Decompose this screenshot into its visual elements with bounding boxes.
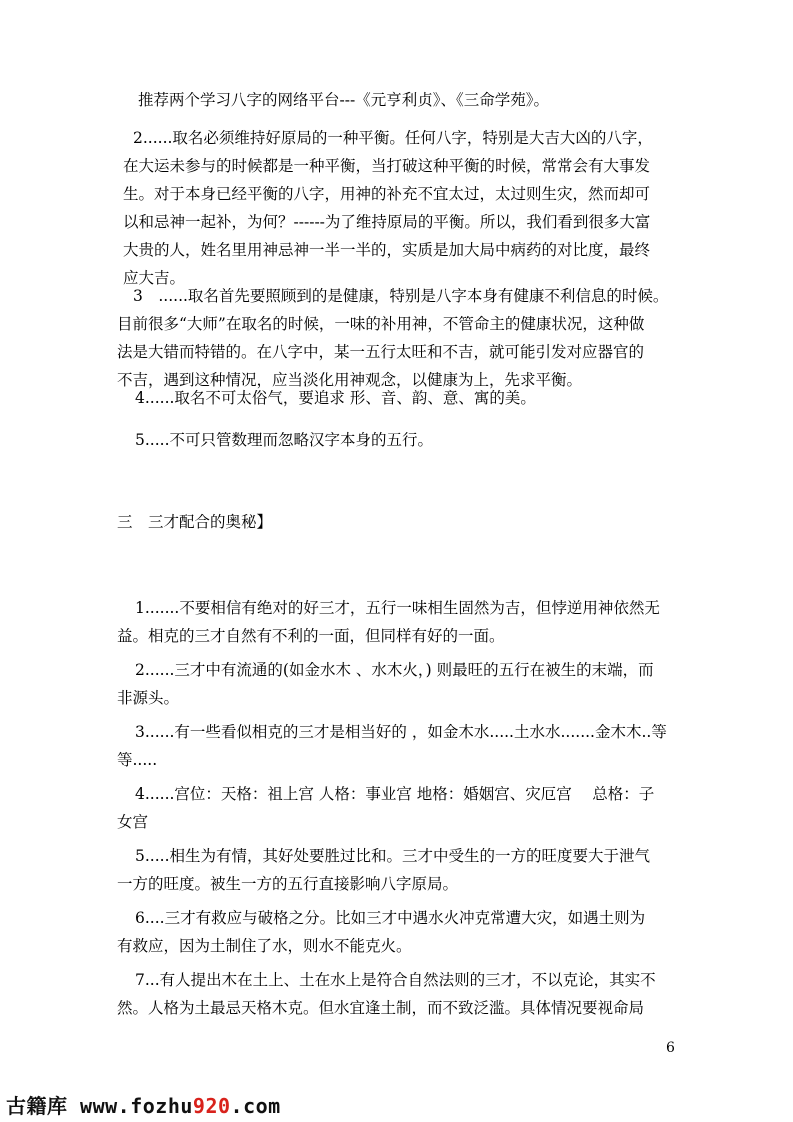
watermark-url-digits: 920 [192, 1094, 231, 1118]
text-line: 应大吉。 [123, 269, 186, 287]
text-line: 一方的旺度。被生一方的五行直接影响八字原局。 [117, 875, 459, 893]
text-line: 4......宫位：天格：祖上宫 人格：事业宫 地格：婚姻宫、灾厄宫 总格：子 [135, 785, 655, 803]
text-line: 3......有一些看似相克的三才是相当好的 ，如金木水.....土水水.......金木木..等 [135, 723, 667, 741]
naming-rule-2 [123, 124, 683, 292]
page-number: 6 [666, 1040, 675, 1056]
watermark-url-suffix: .com [230, 1094, 281, 1118]
intro-line: 推荐两个学习八字的网络平台---《元亨利贞》、《三命学苑》。 [138, 91, 549, 109]
section-heading: 三 三才配合的奥秘】 [117, 513, 273, 531]
text-line: 7...有人提出木在土上、土在水上是符合自然法则的三才，不以克论，其实不 [135, 971, 656, 989]
text-line: 女宫 [117, 813, 149, 831]
text-line: 法是大错而特错的。在八字中，某一五行太旺和不吉，就可能引发对应器官的 [117, 343, 645, 361]
site-watermark [6, 1090, 281, 1116]
watermark-url-prefix: www.fozhu [80, 1094, 193, 1118]
text-line: 4......取名不可太俗气，要追求 形、音、韵、意、寓的美。 [135, 389, 536, 407]
intro-paragraph [138, 86, 698, 114]
sancai-rule-2 [117, 656, 677, 712]
text-line: 然。人格为土最忌天格木克。但水宜逢土制，而不致泛滥。具体情况要视命局 [117, 999, 645, 1017]
text-line: 6....三才有救应与破格之分。比如三才中遇水火冲克常遭大灾，如遇土则为 [135, 909, 646, 927]
text-line: 等..... [117, 751, 158, 769]
text-line: 2......三才中有流通的(如金水木 、水木火，) 则最旺的五行在被生的末端，而 [135, 661, 654, 679]
text-line: 2......取名必须维持好原局的一种平衡。任何八字，特别是大吉大凶的八字， [133, 129, 653, 147]
text-line: 益。相克的三才自然有不利的一面，但同样有好的一面。 [117, 627, 505, 645]
text-line: 1.......不要相信有绝对的好三才，五行一味相生固然为吉，但悖逆用神依然无 [135, 599, 660, 617]
text-line: 5.....相生为有情，其好处要胜过比和。三才中受生的一方的旺度要大于泄气 [135, 847, 650, 865]
sancai-rule-3 [117, 718, 677, 774]
text-line: 有救应，因为土制住了水，则水不能克火。 [117, 937, 412, 955]
text-line: 生。对于本身已经平衡的八字，用神的补充不宜太过，太过则生灾，然而却可 [123, 185, 651, 203]
text-line: 非源头。 [117, 689, 180, 707]
sancai-rule-6 [117, 904, 677, 960]
text-line: 不吉，遇到这种情况，应当淡化用神观念，以健康为上，先求平衡。 [117, 371, 583, 389]
text-line: 目前很多“大师”在取名的时候，一味的补用神，不管命主的健康状况，这种做 [117, 315, 645, 333]
sancai-rule-7 [117, 966, 677, 1022]
naming-rule-3 [117, 282, 677, 394]
text-line: 大贵的人，姓名里用神忌神一半一半的，实质是加大局中病药的对比度，最终 [123, 241, 651, 259]
text-line: 5.....不可只管数理而忽略汉字本身的五行。 [135, 431, 433, 449]
sancai-rule-5 [117, 842, 677, 898]
text-line: 以和忌神一起补，为何？------为了维持原局的平衡。所以，我们看到很多大富 [123, 213, 651, 231]
text-line: 3 ......取名首先要照顾到的是健康，特别是八字本身有健康不利信息的时候。 [133, 287, 669, 305]
naming-rule-4 [117, 384, 677, 412]
sancai-rule-4 [117, 780, 677, 836]
watermark-site-name: 古籍库 [6, 1094, 68, 1118]
naming-rule-5 [117, 426, 677, 454]
sancai-rule-1 [117, 594, 677, 650]
text-line: 在大运未参与的时候都是一种平衡，当打破这种平衡的时候，常常会有大事发 [123, 157, 651, 175]
